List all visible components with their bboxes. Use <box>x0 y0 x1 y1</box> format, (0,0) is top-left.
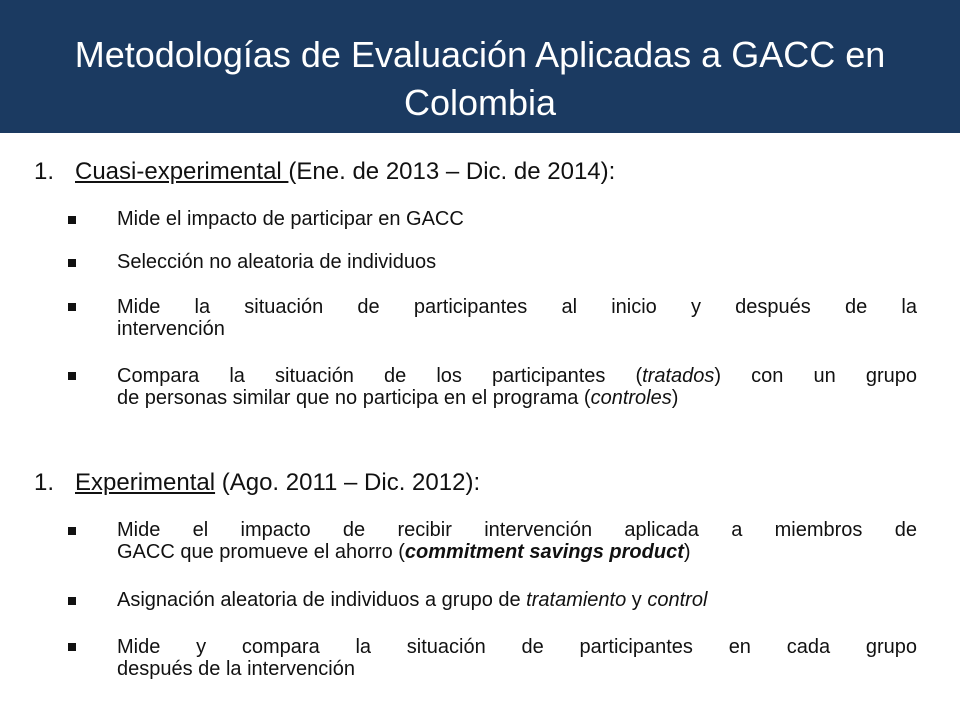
square-bullet-icon <box>68 210 82 230</box>
italic-term: control <box>647 589 708 611</box>
section-2-bullet-3-line-2: después de la intervención <box>117 658 355 680</box>
section-1-bullet-3 <box>117 296 917 340</box>
section-1-number: 1. <box>34 158 55 185</box>
italic-term: tratados <box>642 365 715 387</box>
bullet-text: Asignación aleatoria de individuos a grupo de <box>117 589 527 611</box>
section-1-bullet-1: Mide el impacto de participar en GACC <box>117 208 464 230</box>
section-2-bullet-1-line-1: Mide el impacto de recibir intervención aplicada a miembros de <box>117 519 917 541</box>
section-1-bullet-4-line-1 <box>117 365 917 387</box>
bullet-text: ) <box>671 387 679 409</box>
section-2-bullet-1 <box>117 519 917 563</box>
slide-title: Metodologías de Evaluación Aplicadas a GACC en Colombia <box>74 34 886 123</box>
italic-term: tratamiento <box>526 589 627 611</box>
section-2-heading-underlined: Experimental <box>75 469 216 496</box>
square-bullet-icon <box>68 591 82 611</box>
section-2-number: 1. <box>34 469 55 496</box>
section-1-heading-rest: (Ene. de 2013 – Dic. de 2014): <box>288 158 616 185</box>
square-bullet-icon <box>68 521 82 541</box>
section-1-bullet-4 <box>117 365 917 409</box>
section-1-bullet-2: Selección no aleatoria de individuos <box>117 251 437 273</box>
square-bullet-icon <box>68 366 82 386</box>
section-1-heading-underlined: Cuasi-experimental <box>75 158 289 185</box>
section-2-heading-rest: (Ago. 2011 – Dic. 2012): <box>215 469 481 496</box>
bullet-text: ) con un grupo <box>714 365 917 387</box>
bullet-text: y <box>626 589 648 611</box>
square-bullet-icon <box>68 253 82 273</box>
bold-italic-term: commitment savings product <box>404 541 684 563</box>
section-2-heading <box>75 468 480 498</box>
bullet-text: GACC que promueve el ahorro ( <box>117 541 405 563</box>
section-2-bullet-3-line-1: Mide y compara la situación de participantes en cada grupo <box>117 636 917 658</box>
square-bullet-icon <box>68 637 82 657</box>
italic-term: controles <box>590 387 672 409</box>
bullet-text: ) <box>683 541 691 563</box>
section-1-bullet-4-line-2 <box>117 387 678 409</box>
bullet-text: Compara la situación de los participantes ( <box>117 365 643 387</box>
bullet-text: de personas similar que no participa en el programa ( <box>117 387 591 409</box>
section-1-bullet-3-line-1: Mide la situación de participantes al inicio y después de la <box>117 296 917 318</box>
square-bullet-icon <box>68 297 82 317</box>
section-1-bullet-3-line-2: intervención <box>117 318 225 340</box>
section-2-bullet-2 <box>117 589 917 611</box>
section-2-bullet-1-line-2 <box>117 541 691 563</box>
section-1-heading <box>75 157 615 187</box>
section-2-bullet-3 <box>117 636 917 680</box>
